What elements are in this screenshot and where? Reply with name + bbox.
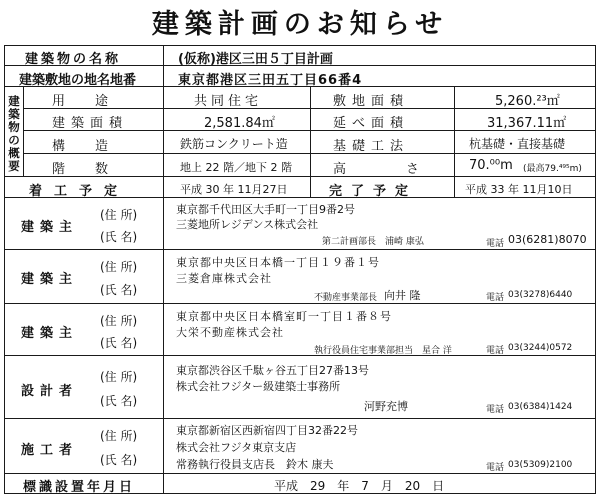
party-4-role: 施工者 bbox=[21, 443, 79, 458]
use-label: 用途 bbox=[52, 94, 139, 109]
start-value-cell bbox=[163, 176, 311, 198]
structure-label: 構造 bbox=[52, 139, 139, 154]
posting-value: 平成 29 年 7 月 20 日 bbox=[274, 479, 445, 493]
party-2-name-label: (氏 名) bbox=[100, 336, 138, 350]
party-2-label-cell bbox=[4, 303, 164, 356]
posting-value-cell bbox=[163, 473, 596, 494]
party-0-label-cell bbox=[4, 197, 164, 250]
party-2-address-label: (住 所) bbox=[100, 314, 138, 328]
party-1-name-label: (氏 名) bbox=[100, 283, 138, 297]
party-2-role: 建築主 bbox=[21, 326, 79, 341]
party-4-value-cell bbox=[163, 418, 596, 474]
name-value-cell bbox=[163, 45, 596, 66]
end-value: 平成 33 年 11月10日 bbox=[465, 183, 573, 196]
party-1-phone: 03(3278)6440 bbox=[508, 290, 573, 300]
party-2-company: 大栄不動産株式会社 bbox=[176, 326, 284, 339]
start-label: 着工予定 bbox=[29, 184, 130, 199]
party-4-address-label: (住 所) bbox=[100, 429, 138, 443]
site-area-label-cell bbox=[310, 86, 455, 109]
party-0-person: 第二計画部長 浦崎 康弘 bbox=[322, 237, 424, 247]
site-area-value: 5,260.²³㎡ bbox=[495, 94, 560, 109]
site-value: 東京都港区三田五丁目66番4 bbox=[178, 73, 363, 88]
floor-area-label: 延べ面積 bbox=[333, 116, 410, 131]
party-2-person: 執行役員住宅事業部担当 星合 洋 bbox=[314, 346, 452, 356]
use-value: 共同住宅 bbox=[194, 94, 263, 109]
height-value: 70.⁰⁰m bbox=[469, 158, 513, 173]
party-0-value-cell bbox=[163, 197, 596, 250]
party-3-address-label: (住 所) bbox=[100, 370, 138, 384]
use-label-cell bbox=[23, 86, 164, 109]
party-3-address: 東京都渋谷区千駄ヶ谷五丁目27番13号 bbox=[176, 364, 369, 377]
site-area-label: 敷地面積 bbox=[333, 94, 410, 109]
height-label: 高さ bbox=[333, 162, 480, 177]
party-1-address: 東京都中央区日本橋一丁目１９番１号 bbox=[176, 256, 380, 269]
start-label-cell bbox=[4, 176, 164, 198]
party-1-phone-label: 電話 bbox=[486, 293, 505, 303]
party-3-role: 設計者 bbox=[21, 384, 79, 399]
party-1-address-label: (住 所) bbox=[100, 260, 138, 274]
party-4-address: 東京都新宿区西新宿四丁目32番22号 bbox=[176, 424, 358, 437]
foundation-label: 基礎工法 bbox=[333, 139, 410, 154]
party-2-phone: 03(3244)0572 bbox=[508, 343, 573, 353]
building-area-label-cell bbox=[23, 108, 164, 131]
party-3-person: 河野充博 bbox=[364, 400, 408, 413]
height-max: (最高79.⁴⁹⁵m) bbox=[523, 164, 582, 174]
posting-label: 標識設置年月日 bbox=[23, 480, 136, 495]
party-1-person-name: 向井 隆 bbox=[384, 289, 421, 302]
foundation-label-cell bbox=[310, 130, 455, 154]
party-1-company: 三菱倉庫株式会社 bbox=[176, 272, 272, 285]
party-0-role: 建築主 bbox=[21, 220, 79, 235]
party-0-company: 三菱地所レジデンス株式会社 bbox=[176, 218, 319, 231]
party-2-phone-label: 電話 bbox=[486, 346, 505, 356]
floors-value: 地上 22 階／地下 2 階 bbox=[180, 161, 292, 174]
party-3-value-cell bbox=[163, 355, 596, 419]
foundation-value-cell bbox=[454, 130, 596, 154]
structure-value-cell bbox=[163, 130, 311, 154]
end-label: 完了予定 bbox=[329, 184, 418, 199]
name-label-cell bbox=[4, 45, 164, 66]
sign-title: 建築計画のお知らせ bbox=[151, 9, 449, 40]
summary-label-cell bbox=[4, 86, 24, 177]
site-value-cell bbox=[163, 65, 596, 87]
party-1-label-cell bbox=[4, 249, 164, 304]
building-area-value: 2,581.84㎡ bbox=[204, 116, 275, 131]
site-area-value-cell bbox=[454, 86, 596, 109]
floor-area-value: 31,367.11㎡ bbox=[487, 116, 567, 131]
building-area-value-cell bbox=[163, 108, 311, 131]
party-1-role: 建築主 bbox=[21, 272, 79, 287]
party-4-company: 株式会社フジタ東京支店 bbox=[176, 441, 297, 454]
floors-value-cell bbox=[163, 153, 311, 177]
posting-label-cell bbox=[4, 473, 164, 494]
party-4-person: 常務執行役員支店長 鈴木 康夫 bbox=[176, 458, 334, 471]
use-value-cell bbox=[163, 86, 311, 109]
floors-label: 階数 bbox=[52, 162, 139, 177]
site-label-cell bbox=[4, 65, 164, 87]
name-label: 建築物の名称 bbox=[25, 52, 122, 67]
height-label-cell bbox=[310, 153, 480, 177]
end-value-cell bbox=[454, 176, 596, 198]
party-1-person-title: 不動産事業部長 bbox=[314, 293, 378, 303]
party-0-phone-label: 電話 bbox=[486, 239, 505, 249]
party-3-company: 株式会社フジター級建築士事務所 bbox=[176, 380, 341, 393]
structure-value: 鉄筋コンクリート造 bbox=[180, 137, 288, 151]
foundation-value: 杭基礎・直接基礎 bbox=[469, 137, 566, 151]
building-area-label: 建築面積 bbox=[52, 116, 129, 131]
party-0-phone: 03(6281)8070 bbox=[508, 233, 587, 246]
site-label: 建築敷地の地名地番 bbox=[19, 73, 137, 88]
party-0-address-label: (住 所) bbox=[100, 208, 138, 222]
party-3-name-label: (氏 名) bbox=[100, 394, 138, 408]
floor-area-value-cell bbox=[454, 108, 596, 131]
party-2-address: 東京都中央区日本橋室町一丁目１番８号 bbox=[176, 310, 392, 323]
summary-label: 建築物の概要 bbox=[8, 94, 20, 173]
party-2-value-cell bbox=[163, 303, 596, 356]
party-3-label-cell bbox=[4, 355, 164, 419]
name-value: (仮称)港区三田５丁目計画 bbox=[178, 52, 333, 67]
floor-area-label-cell bbox=[310, 108, 455, 131]
end-label-cell bbox=[310, 176, 455, 198]
party-3-phone: 03(6384)1424 bbox=[508, 402, 573, 412]
floors-label-cell bbox=[23, 153, 164, 177]
party-0-address: 東京都千代田区大手町一丁目9番2号 bbox=[176, 203, 355, 216]
structure-label-cell bbox=[23, 130, 164, 154]
party-0-name-label: (氏 名) bbox=[100, 230, 138, 244]
party-4-phone: 03(5309)2100 bbox=[508, 460, 573, 470]
party-4-label-cell bbox=[4, 418, 164, 474]
party-3-phone-label: 電話 bbox=[486, 405, 505, 415]
start-value: 平成 30 年 11月27日 bbox=[180, 183, 288, 196]
party-1-value-cell bbox=[163, 249, 596, 304]
height-value-cell bbox=[454, 153, 596, 177]
party-4-phone-label: 電話 bbox=[486, 463, 505, 473]
party-4-name-label: (氏 名) bbox=[100, 453, 138, 467]
